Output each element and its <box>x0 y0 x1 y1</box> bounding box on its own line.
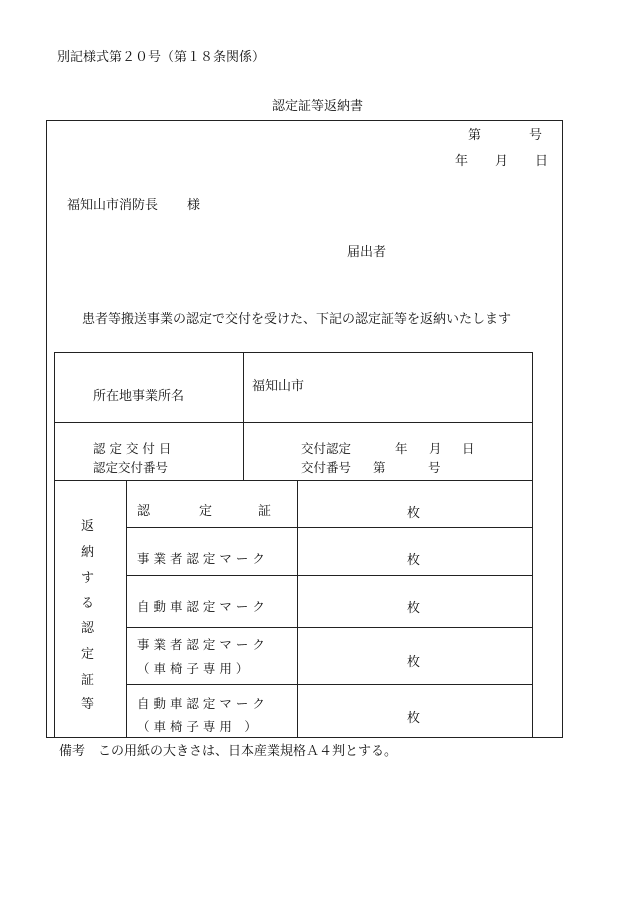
document-title: 認定証等返納書 <box>272 99 364 114</box>
col-line-b <box>297 480 298 737</box>
item-line-2 <box>126 575 533 576</box>
location-value: 福知山市 <box>252 379 305 394</box>
item-line-3 <box>126 627 533 628</box>
frame-left <box>46 120 47 738</box>
month-label: 月 <box>495 154 509 169</box>
frame-top <box>46 120 563 121</box>
item-3-label: 自 動 車 認 定 マ ー ク <box>137 599 265 614</box>
return-label-char: 返 <box>81 519 95 534</box>
item-1-char-1: 認 <box>137 504 151 519</box>
item-5-sublabel: （ 車 椅 子 専 用 ） <box>137 719 257 734</box>
table-divider-upper <box>243 352 244 480</box>
return-label-char: 定 <box>81 647 95 662</box>
issue-date-label: 認 定 交 付 日 <box>93 441 172 456</box>
location-label: 所在地事業所名 <box>93 389 185 404</box>
return-label-char: 認 <box>81 621 95 636</box>
addressee: 福知山市消防長 <box>67 198 159 213</box>
number-suffix: 号 <box>529 128 543 143</box>
honorific: 様 <box>187 198 201 213</box>
statement: 患者等搬送事業の認定で交付を受けた、下記の認定証等を返納いたします <box>82 312 512 327</box>
item-2-unit: 枚 <box>407 553 421 568</box>
return-items-label <box>54 480 126 737</box>
return-label-char: 納 <box>81 545 95 560</box>
issue-number-label: 認定交付番号 <box>93 460 169 475</box>
item-2-label: 事 業 者 認 定 マ ー ク <box>137 551 265 566</box>
frame-bottom <box>46 737 563 738</box>
number-label: 第 <box>468 128 482 143</box>
col-line-a <box>126 480 127 737</box>
item-5-unit: 枚 <box>407 711 421 726</box>
table-right <box>532 352 533 737</box>
item-line-1 <box>126 527 533 528</box>
issue-number-value: 交付番号 <box>301 460 352 475</box>
item-3-unit: 枚 <box>407 601 421 616</box>
item-line-4 <box>126 684 533 685</box>
note: 備考 この用紙の大きさは、日本産業規格Ａ４判とする。 <box>59 744 398 759</box>
year-label: 年 <box>455 154 469 169</box>
row-line-1 <box>54 422 533 423</box>
item-1-char-2: 定 <box>199 504 213 519</box>
frame-right <box>562 120 563 738</box>
item-5-label: 自 動 車 認 定 マ ー ク <box>137 696 265 711</box>
issue-date-value: 交付認定 <box>301 441 352 456</box>
issue-number-go: 号 <box>428 460 441 475</box>
day-label: 日 <box>535 154 549 169</box>
return-label-char: 証 <box>81 673 95 688</box>
issue-date-year: 年 <box>395 441 408 456</box>
form-number: 別記様式第２０号（第１８条関係） <box>57 50 266 65</box>
item-4-unit: 枚 <box>407 655 421 670</box>
issue-date-day: 日 <box>462 441 475 456</box>
table-top <box>54 352 533 353</box>
return-label-char: す <box>81 571 95 586</box>
item-4-label: 事 業 者 認 定 マ ー ク <box>137 637 265 652</box>
applicant-label: 届出者 <box>347 245 387 260</box>
issue-number-dai: 第 <box>373 460 386 475</box>
return-label-char: 等 <box>81 697 95 712</box>
item-1-unit: 枚 <box>407 506 421 521</box>
issue-date-month: 月 <box>429 441 442 456</box>
item-1-char-3: 証 <box>258 504 272 519</box>
item-4-sublabel: （ 車 椅 子 専 用 ） <box>137 661 249 676</box>
return-label-char: る <box>81 596 95 611</box>
